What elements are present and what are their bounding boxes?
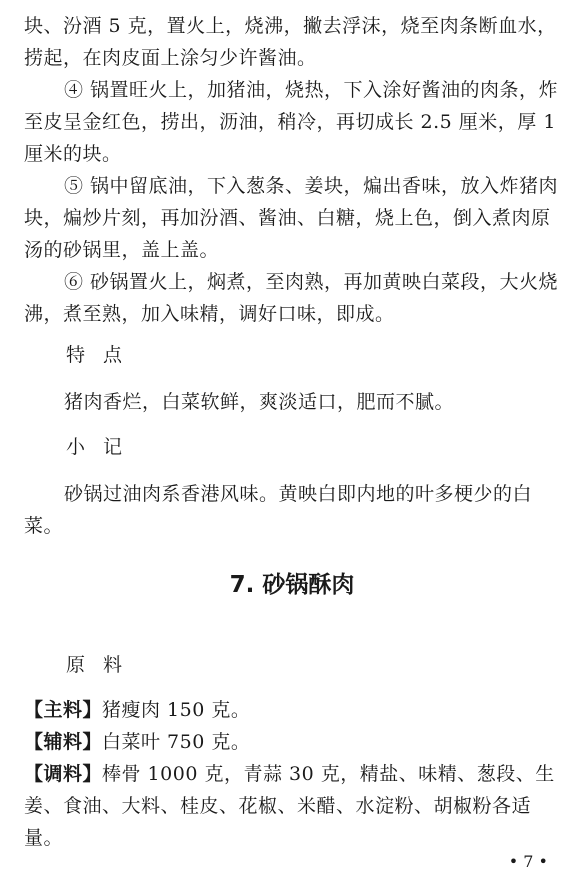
materials-heading: 原料 (66, 654, 141, 676)
note-text: 砂锅过油肉系香港风味。黄映白即内地的叶多梗少的白菜。 (24, 483, 533, 537)
ingredient-label: 【辅料】 (24, 731, 103, 753)
recipe-title: 7. 砂锅酥肉 (229, 572, 355, 598)
ingredient-label: 【主料】 (24, 699, 103, 721)
paragraph-step6: ⑥ 砂锅置火上，焖煮，至肉熟，再加黄映白菜段，大火烧沸，煮至熟，加入味精，调好口味，即成。 (24, 271, 559, 325)
feature-text: 猪肉香烂，白菜软鲜，爽淡适口，肥而不腻。 (64, 391, 455, 413)
ingredient-seasoning (24, 758, 562, 854)
note-heading: 小记 (66, 436, 141, 458)
feature-heading: 特点 (66, 344, 141, 366)
page-number: • 7 • (508, 852, 548, 871)
paragraph-step4: ④ 锅置旺火上，加猪油，烧热，下入涂好酱油的肉条，炸至皮呈金红色，捞出，沥油，稍冷，再切成长 2.5 厘米，厚 1 厘米的块。 (24, 79, 559, 165)
ingredient-text: 猪瘦肉 150 克。 (102, 699, 251, 721)
paragraph-step5: ⑤ 锅中留底油，下入葱条、姜块，煸出香味，放入炸猪肉块，煸炒片刻，再加汾酒、酱油、白糖，烧上色，倒入煮肉原汤的砂锅里，盖上盖。 (24, 175, 559, 261)
ingredient-text: 白菜叶 750 克。 (102, 731, 251, 753)
ingredient-auxiliary (24, 726, 562, 758)
ingredient-text: 棒骨 1000 克，青蒜 30 克，精盐、味精、葱段、生姜、食油、大料、桂皮、花椒、米醋、水淀粉、胡椒粉各适量。 (24, 763, 555, 849)
ingredient-label: 【调料】 (24, 763, 103, 785)
ingredient-main (24, 694, 562, 726)
paragraph-step3-continued: 块、汾酒 5 克，置火上，烧沸，撇去浮沫，烧至肉条断血水，捞起，在肉皮面上涂匀少许酱油。 (24, 15, 557, 69)
